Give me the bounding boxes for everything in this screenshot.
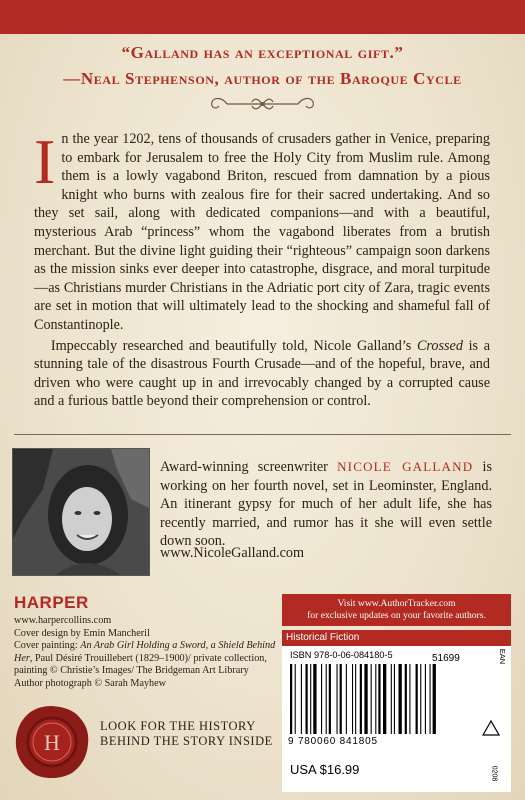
top-red-band <box>0 0 525 34</box>
cover-credits <box>14 615 276 690</box>
cover-design-credit: Cover design by Emin Mancheril <box>14 627 150 639</box>
tracker-line-2: for exclusive updates on your favorite authors. <box>307 610 486 621</box>
author-name: NICOLE GALLAND <box>337 459 474 474</box>
quote-attribution: —Neal Stephenson, author of the Baroque Cycle <box>63 69 462 88</box>
side-code: 0208 <box>490 765 498 782</box>
arrow-marker-icon <box>482 720 500 736</box>
publisher-website[interactable]: www.harpercollins.com <box>14 615 112 626</box>
author-bio <box>160 458 492 551</box>
author-photo-credit: Author photograph © Sarah Mayhew <box>14 677 167 689</box>
seal-letter: H <box>44 730 60 755</box>
painting-prefix: Cover painting: <box>14 640 81 651</box>
blurb-paragraph-1-text: n the year 1202, tens of thousands of crusaders gather in Venice, preparing to embark for Jerusalem to free the Holy City from Muslim rule. Among them is a lowly vagabond Briton, rescued from damnation by a pious knight who burns with zealous fire for their sacred undertaking. And so they set sail, along with dedicated companions—and with a beautiful, mysterious Arab “princess” whom the vagabond liberates from a brutish merchant. But the divine light guiding their “righteous” campaign soon darkens as the mission sinks ever deeper into catastrophe, disgrace, and moral turpitude—as Christians murder Christians in the Adriatic port city of Zara, tragic events are set in motion that will ultimately lead to the shocking and shameful fall of Constantinople. <box>34 131 490 333</box>
barcode-digits: 9 780060 841805 <box>288 736 378 747</box>
barcode-panel <box>282 630 511 792</box>
seal-tagline: LOOK FOR THE HISTORY BEHIND THE STORY INSIDE <box>100 719 273 748</box>
author-website-link[interactable]: www.NicoleGalland.com <box>160 545 305 561</box>
tracker-line-1[interactable]: Visit www.AuthorTracker.com <box>337 598 456 609</box>
author-bio-intro: Award-winning screenwriter <box>160 459 338 475</box>
publisher-logo: HARPER <box>14 593 89 612</box>
painting-title: An Arab Girl Holding a Sword, a Shield Behind Her <box>14 640 276 664</box>
quote-text: “Galland has an exceptional gift.” <box>121 43 404 62</box>
wax-seal-icon <box>14 704 90 780</box>
ean-label: EAN <box>498 648 508 665</box>
retail-price: USA $16.99 <box>290 762 360 777</box>
book-title: Crossed <box>416 337 463 354</box>
drop-cap: I <box>34 126 56 197</box>
isbn-number: ISBN 978-0-06-084180-5 <box>290 650 393 660</box>
price-code: 51699 <box>432 653 460 664</box>
section-divider <box>14 434 511 435</box>
blurb-paragraph-2 <box>34 337 490 411</box>
blurb-paragraph-2-start: Impeccably researched and beautifully told, Nicole Galland’s <box>50 337 417 354</box>
blurb-paragraph-1 <box>34 126 490 335</box>
flourish-ornament <box>0 93 525 115</box>
cover-painting-credit <box>14 640 276 678</box>
painting-suffix: , Paul Désiré Trouillebert (1829–1900)/ private collection, painting © Christie’s Images/ The Bridgeman Art Library <box>14 652 267 676</box>
endorsement-quote <box>0 40 525 92</box>
barcode-icon <box>288 664 480 736</box>
blurb-paragraph-2-end: is a stunning tale of the disastrous Fourth Crusade—and of the hopeful, brave, and driven who were caught up in and irrevocably changed by a corrupted cause and a furious battle beyond their comprehension or control. <box>34 337 490 410</box>
author-bio-text: is working on her fourth novel, set in Leominster, England. An itinerant gypsy for much of her adult life, she has recently married, and rumor has it she will even settle down soon. <box>160 459 493 549</box>
category-label: Historical Fiction <box>282 630 511 646</box>
author-photo <box>12 448 150 576</box>
author-tracker-box <box>282 594 511 626</box>
book-blurb <box>34 126 490 411</box>
